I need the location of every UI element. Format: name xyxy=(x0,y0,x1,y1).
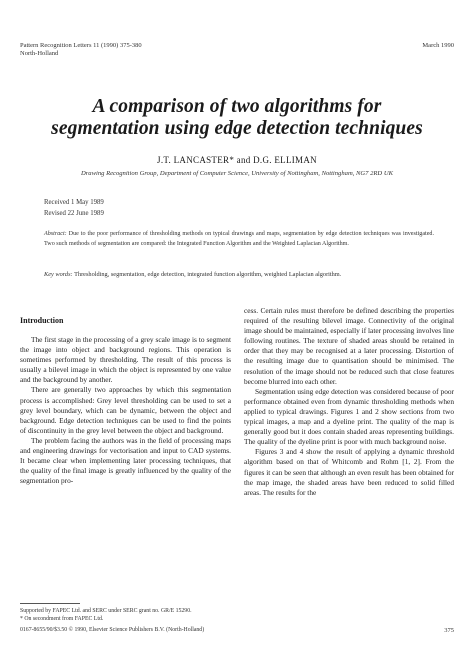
paragraph: There are generally two approaches by which this segmentation process is accomplished: Grey level thresholding can be used to set a grey level boundary, which can be dynamic, between the object and background. Edge detection techniques can be used to find the points of discontinuity in the grey level between the object and background. xyxy=(20,385,231,435)
abstract-text: Due to the poor performance of thresholding methods on typical drawings and maps, segmentation by edge detection techniques was investigated. Two such methods of segmentation are compared: the Integrated Function Algorithm and the Weighted Laplacian Algorithm. xyxy=(44,231,434,247)
left-column xyxy=(20,335,231,486)
paper-title xyxy=(20,96,454,140)
footnote-divider xyxy=(20,603,80,604)
footnote: Supported by FAPEC Ltd. and SERC under SERC grant no. GR/E 15290. xyxy=(20,608,192,614)
keywords-text: Thresholding, segmentation, edge detection, integrated function algorithm, weighted Laplacian algorithm. xyxy=(74,271,342,278)
paragraph: The problem facing the authors was in the field of processing maps and engineering drawings for vectorisation and input to CAD systems. It became clear when implementing later processing techniques, that the quality of the final image is greatly influenced by the quality of the segmentation pro- xyxy=(20,435,231,486)
keywords xyxy=(44,271,434,278)
paragraph: Figures 3 and 4 show the result of applying a dynamic threshold algorithm based on that of Whitcomb and Rohm [1, 2]. From the figures it can be seen that although an even result has been obtained for the map image, the shaded areas have been reduced to solid filled areas. The results for the xyxy=(244,447,454,497)
paragraph: Segmentation using edge detection was considered because of poor performance obtained even from dynamic thresholding methods when applied to typical drawings. Figures 1 and 2 show sections from two typical images, a map and a dyeline print. The quality of the map is generally good but it does contain shaded areas representing buildings. The quality of the dyeline print is poor with much background noise. xyxy=(244,386,454,447)
footnotes xyxy=(20,607,231,623)
right-column xyxy=(244,306,454,498)
footnote: * On secondment from FAPEC Ltd. xyxy=(20,616,104,622)
issn-copyright: 0167-8655/90/$3.50 © 1990, Elsevier Science Publishers B.V. (North-Holland) xyxy=(20,627,205,633)
journal-citation: Pattern Recognition Letters 11 (1990) 375-380 xyxy=(20,42,142,49)
section-heading: Introduction xyxy=(20,316,64,325)
affiliation: Drawing Recognition Group, Department of Computer Science, University of Nottingham, Nottingham, NG7 2RD UK xyxy=(80,170,394,177)
keywords-label: Key words: xyxy=(44,271,73,278)
authors: J.T. LANCASTER* and D.G. ELLIMAN xyxy=(157,155,317,165)
paragraph: The first stage in the processing of a grey scale image is to segment the image into object and background regions. This operation is sometimes performed by thresholding. The result of this process is usually a bilevel image in which the object is represented by one value and the background by another. xyxy=(20,335,231,385)
title-line: A comparison of two algorithms for xyxy=(92,96,382,117)
received-date: Received 1 May 1989 xyxy=(44,199,104,206)
abstract-label: Abstract: xyxy=(44,231,67,237)
publisher: North-Holland xyxy=(20,50,59,57)
abstract xyxy=(44,229,434,249)
revised-date: Revised 22 June 1989 xyxy=(44,210,104,217)
submission-dates xyxy=(44,197,104,219)
title-line: segmentation using edge detection techniques xyxy=(51,118,423,139)
paragraph: cess. Certain rules must therefore be defined describing the properties required of the resulting bilevel image. Connectivity of the original image should be maintained, especially if later processing involves line following routines. The texture of shaded areas should be retained in order that they may be recognised at a later processing. Distortion of the resulting image due to quantisation should be minimised. The resolution of the image should not be reduced such that close features become blurred into each other. xyxy=(244,306,454,386)
issue-date: March 1990 xyxy=(422,42,454,49)
journal-header xyxy=(20,42,142,58)
page-number: 375 xyxy=(444,627,454,634)
